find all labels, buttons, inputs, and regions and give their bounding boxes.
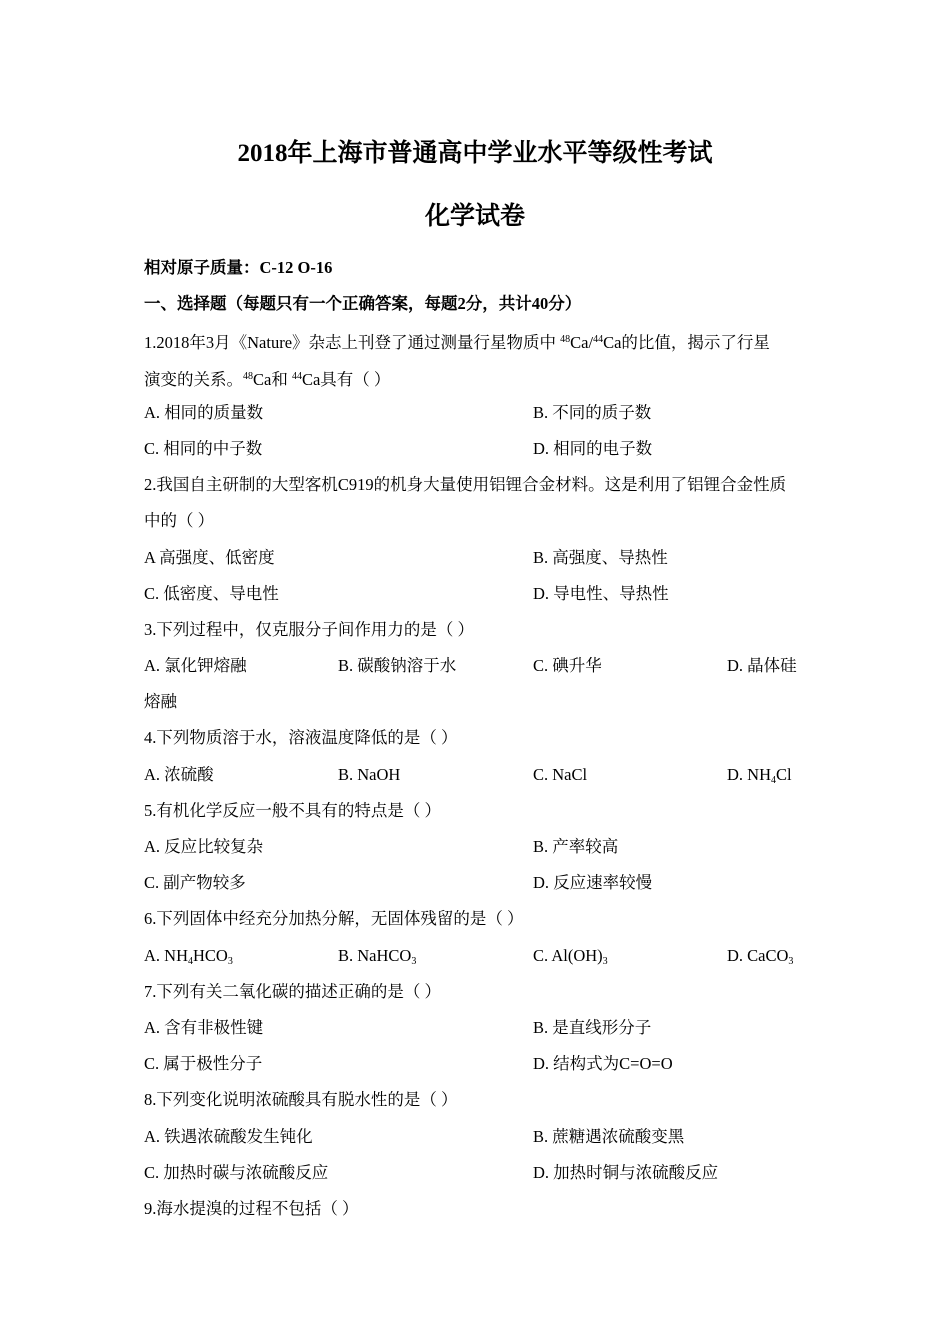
answer-option — [533, 1119, 684, 1155]
text-segment: D. 晶体硅 — [727, 656, 797, 676]
exam-content — [144, 250, 814, 1227]
options-row — [144, 395, 814, 431]
text-segment: C. 加热时碳与浓硫酸反应 — [144, 1162, 329, 1182]
text-segment: B. 高强度、导热性 — [533, 547, 668, 567]
text-segment: 相对原子质量：C-12 O-16 — [144, 258, 333, 277]
question-text — [144, 1082, 814, 1118]
text-segment: D. 加热时铜与浓硫酸反应 — [533, 1162, 719, 1182]
answer-option — [144, 576, 279, 612]
text-segment: 5.有机化学反应一般不具有的特点是（ ） — [144, 800, 441, 820]
superscript: 48 — [243, 370, 253, 382]
text-segment: C. 副产物较多 — [144, 873, 246, 893]
text-segment: D. NH — [727, 764, 771, 784]
text-segment: 2.我国自主研制的大型客机C919的机身大量使用铝锂合金材料。这是利用了铝锂合金性质 — [144, 475, 787, 495]
text-segment: A. NH — [144, 945, 188, 965]
text-segment: 一、选择题（每题只有一个正确答案，每题2分，共计40分） — [144, 294, 582, 314]
text-segment: A. 相同的质量数 — [144, 402, 264, 422]
answer-option — [144, 540, 275, 576]
question-text — [144, 684, 814, 720]
options-row — [144, 757, 814, 793]
answer-option — [533, 757, 587, 793]
text-segment: C. 碘升华 — [533, 656, 602, 676]
text-segment: A. 铁遇浓硫酸发生钝化 — [144, 1126, 313, 1146]
text-segment: D. CaCO — [727, 945, 789, 965]
answer-option — [144, 1046, 262, 1082]
subscript: 3 — [411, 955, 417, 967]
exam-title: 2018年上海市普通高中学业水平等级性考试 — [237, 140, 713, 167]
subscript: 3 — [227, 955, 233, 967]
answer-option — [144, 1010, 263, 1046]
options-row — [144, 648, 814, 684]
text-segment: A. 氯化钾熔融 — [144, 656, 247, 676]
text-segment: A. 浓硫酸 — [144, 764, 214, 784]
options-row — [144, 938, 814, 974]
text-segment: 8.下列变化说明浓硫酸具有脱水性的是（ ） — [144, 1090, 458, 1110]
options-row — [144, 829, 814, 865]
answer-option — [533, 395, 651, 431]
text-segment: 3.下列过程中，仅克服分子间作用力的是（ ） — [144, 619, 474, 639]
section-heading — [144, 250, 814, 286]
answer-option — [144, 395, 263, 431]
text-segment: C. 属于极性分子 — [144, 1054, 263, 1074]
text-segment: C. NaCl — [533, 764, 588, 784]
text-segment: Ca的比值，揭示了行星 — [603, 333, 770, 353]
options-row — [144, 431, 814, 467]
options-row — [144, 1010, 814, 1046]
superscript: 44 — [291, 370, 302, 382]
answer-option — [144, 1155, 328, 1191]
answer-option — [533, 576, 669, 612]
answer-option — [533, 865, 652, 901]
options-row — [144, 576, 814, 612]
answer-option — [144, 1119, 313, 1155]
text-segment: 6.下列固体中经充分加热分解，无固体残留的是（ ） — [144, 909, 524, 929]
text-segment: B. 蔗糖遇浓硫酸变黑 — [533, 1126, 685, 1146]
superscript: 48 — [560, 334, 571, 346]
question-text — [144, 322, 814, 358]
text-segment: D. 反应速率较慢 — [533, 873, 653, 893]
text-segment: B. 碳酸钠溶于水 — [338, 656, 457, 676]
text-segment: 熔融 — [144, 692, 177, 712]
question-text — [144, 503, 814, 539]
answer-option — [727, 648, 797, 684]
answer-option — [144, 829, 263, 865]
text-segment: B. 是直线形分子 — [533, 1017, 652, 1037]
subscript: 3 — [602, 955, 608, 967]
options-row — [144, 1119, 814, 1155]
subscript: 4 — [188, 955, 193, 967]
text-segment: Ca/ — [570, 333, 594, 353]
subscript: 4 — [771, 774, 776, 786]
answer-option — [144, 865, 246, 901]
text-segment: D. 导电性、导热性 — [533, 583, 669, 603]
answer-option — [533, 648, 602, 684]
answer-option — [533, 829, 618, 865]
text-segment: 1.2018年3月《Nature》杂志上刊登了通过测量行星物质中 — [144, 333, 561, 353]
answer-option — [533, 540, 668, 576]
text-segment: B. NaOH — [338, 764, 401, 784]
options-row — [144, 1046, 814, 1082]
text-segment: 7.下列有关二氧化碳的描述正确的是（ ） — [144, 981, 441, 1001]
text-segment: A. 反应比较复杂 — [144, 837, 264, 856]
question-text — [144, 359, 814, 395]
text-segment: 9.海水提溴的过程不包括（ ） — [144, 1198, 359, 1218]
question-text — [144, 467, 814, 503]
answer-option — [144, 757, 214, 793]
text-segment: C. 低密度、导电性 — [144, 583, 279, 603]
section-heading — [144, 286, 814, 322]
question-text — [144, 974, 814, 1010]
text-segment: B. NaHCO — [338, 945, 412, 965]
answer-option — [533, 1046, 673, 1082]
answer-option — [338, 648, 456, 684]
question-text — [144, 793, 814, 829]
answer-option — [533, 1010, 651, 1046]
question-text — [144, 1191, 814, 1227]
options-row — [144, 1155, 814, 1191]
answer-option — [338, 757, 400, 793]
answer-option — [144, 648, 247, 684]
text-segment: 演变的关系。 — [144, 369, 243, 389]
text-segment: A. 含有非极性键 — [144, 1017, 264, 1037]
subscript: 3 — [788, 955, 794, 967]
text-segment: Ca和 — [253, 369, 292, 389]
question-text — [144, 612, 814, 648]
question-text — [144, 720, 814, 756]
text-segment: A 高强度、低密度 — [144, 547, 275, 567]
answer-option — [533, 1155, 718, 1191]
question-text — [144, 901, 814, 937]
text-segment: B. 产率较高 — [533, 837, 619, 856]
options-row — [144, 865, 814, 901]
superscript: 44 — [593, 334, 604, 346]
text-segment: Ca具有（ ） — [301, 369, 391, 389]
answer-option — [533, 431, 652, 467]
text-segment: HCO — [193, 945, 228, 965]
text-segment: Cl — [776, 764, 792, 784]
text-segment: D. 相同的电子数 — [533, 438, 653, 458]
text-segment: D. 结构式为C=O=O — [533, 1054, 673, 1074]
text-segment: C. Al(OH) — [533, 945, 603, 965]
text-segment: B. 不同的质子数 — [533, 402, 652, 422]
options-row — [144, 540, 814, 576]
exam-subtitle: 化学试卷 — [424, 203, 525, 230]
text-segment: C. 相同的中子数 — [144, 438, 263, 458]
text-segment: 4.下列物质溶于水，溶液温度降低的是（ ） — [144, 728, 458, 748]
answer-option — [144, 431, 262, 467]
text-segment: 中的（ ） — [144, 511, 215, 531]
